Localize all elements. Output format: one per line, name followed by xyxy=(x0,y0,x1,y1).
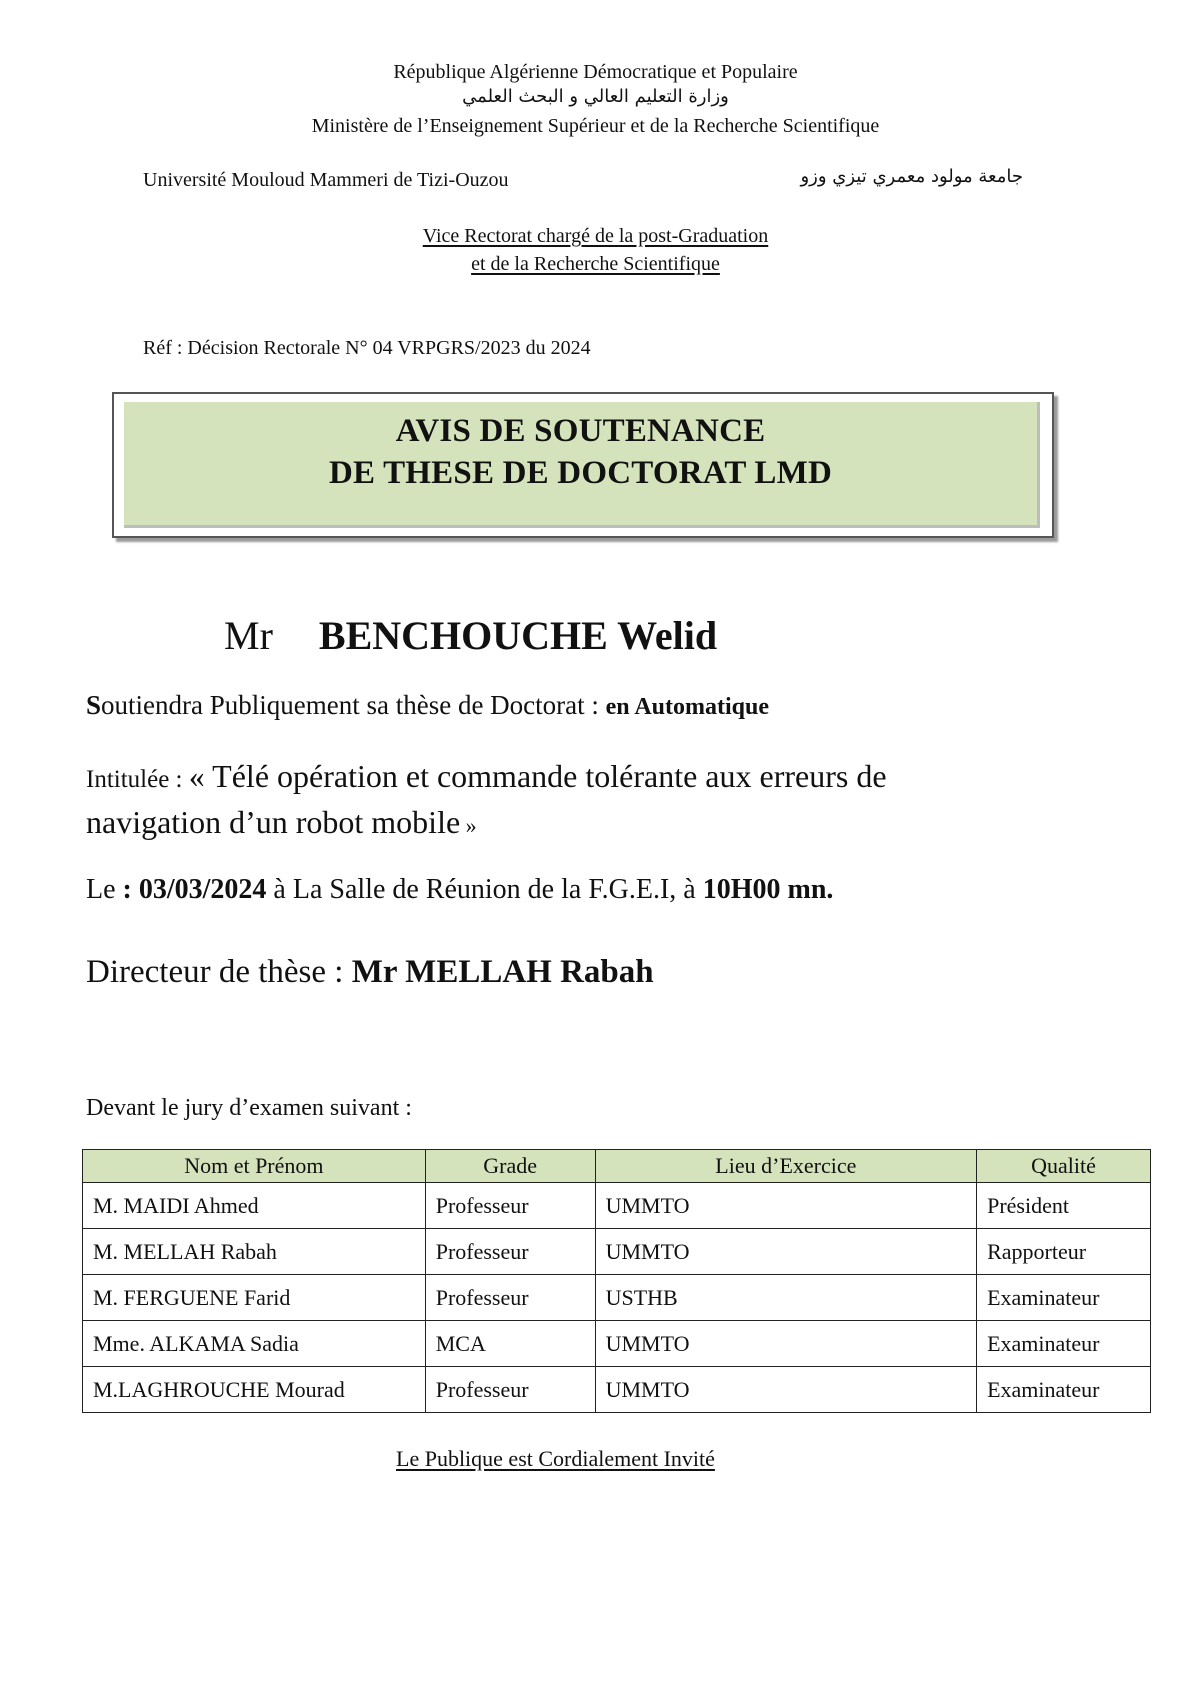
jury-name: M. MAIDI Ahmed xyxy=(83,1183,426,1229)
jury-quality: Examinateur xyxy=(977,1367,1151,1413)
jury-name: M. MELLAH Rabah xyxy=(83,1229,426,1275)
university-arabic: جامعة مولود معمري تيزي وزو xyxy=(800,166,1023,187)
jury-grade: Professeur xyxy=(425,1367,595,1413)
jury-header-name: Nom et Prénom xyxy=(83,1150,426,1183)
defense-date: : 03/03/2024 xyxy=(122,874,267,905)
vice-rectorat-line1: Vice Rectorat chargé de la post-Graduation xyxy=(422,225,769,247)
jury-header-place: Lieu d’Exercice xyxy=(595,1150,976,1183)
jury-header-grade: Grade xyxy=(425,1150,595,1183)
university-french: Université Mouloud Mammeri de Tizi-Ouzou xyxy=(143,169,509,191)
notice-box xyxy=(112,392,1054,538)
notice-title-line2: DE THESE DE DOCTORAT LMD xyxy=(329,455,832,491)
jury-quality: Rapporteur xyxy=(977,1229,1151,1275)
jury-table xyxy=(82,1149,1151,1413)
jury-name: M. FERGUENE Farid xyxy=(83,1275,426,1321)
jury-quality: Examinateur xyxy=(977,1321,1151,1367)
vice-rectorat-line2: et de la Recherche Scientifique xyxy=(471,253,720,275)
table-row xyxy=(83,1367,1151,1413)
thesis-specialty: en Automatique xyxy=(605,694,770,720)
jury-header-quality: Qualité xyxy=(977,1150,1151,1183)
thesis-intro: Soutiendra Publiquement sa thèse de Doctorat : en Automatique xyxy=(86,690,770,720)
invitation-line: Le Publique est Cordialement Invité xyxy=(396,1446,715,1471)
jury-name: Mme. ALKAMA Sadia xyxy=(83,1321,426,1367)
thesis-title: Intitulée : « Télé opération et commande tolérante aux erreurs de navigation d’un robot mobile » xyxy=(86,758,887,840)
ministry-french: Ministère de l’Enseignement Supérieur et de la Recherche Scientifique xyxy=(311,115,880,137)
ministry-arabic: وزارة التعليم العالي و البحث العلمي xyxy=(462,86,729,107)
jury-place: USTHB xyxy=(595,1275,976,1321)
director-name: Mr MELLAH Rabah xyxy=(351,954,654,990)
jury-grade: Professeur xyxy=(425,1229,595,1275)
jury-quality: Président xyxy=(977,1183,1151,1229)
notice-title-line1: AVIS DE SOUTENANCE xyxy=(395,413,766,449)
candidate-line xyxy=(224,612,717,659)
table-row xyxy=(83,1275,1151,1321)
jury-place: UMMTO xyxy=(595,1367,976,1413)
jury-place: UMMTO xyxy=(595,1229,976,1275)
jury-grade: Professeur xyxy=(425,1275,595,1321)
republic-line: République Algérienne Démocratique et Populaire xyxy=(393,61,798,83)
candidate-name: BENCHOUCHE Welid xyxy=(318,613,718,658)
defense-time: 10H00 mn. xyxy=(702,874,834,905)
jury-header-row xyxy=(83,1150,1151,1183)
jury-place: UMMTO xyxy=(595,1321,976,1367)
director-line: Directeur de thèse : Mr MELLAH Rabah xyxy=(86,954,654,990)
defense-line: Le : 03/03/2024 à La Salle de Réunion de la F.G.E.I, à 10H00 mn. xyxy=(86,874,834,905)
candidate-civility: Mr xyxy=(224,613,273,658)
table-row xyxy=(83,1321,1151,1367)
jury-place: UMMTO xyxy=(595,1183,976,1229)
jury-quality: Examinateur xyxy=(977,1275,1151,1321)
jury-name: M.LAGHROUCHE Mourad xyxy=(83,1367,426,1413)
notice-inner xyxy=(124,402,1040,528)
table-row xyxy=(83,1229,1151,1275)
table-row xyxy=(83,1183,1151,1229)
jury-intro: Devant le jury d’examen suivant : xyxy=(86,1095,412,1121)
reference-line: Réf : Décision Rectorale N° 04 VRPGRS/2023 du 2024 xyxy=(143,337,591,359)
jury-grade: MCA xyxy=(425,1321,595,1367)
jury-grade: Professeur xyxy=(425,1183,595,1229)
